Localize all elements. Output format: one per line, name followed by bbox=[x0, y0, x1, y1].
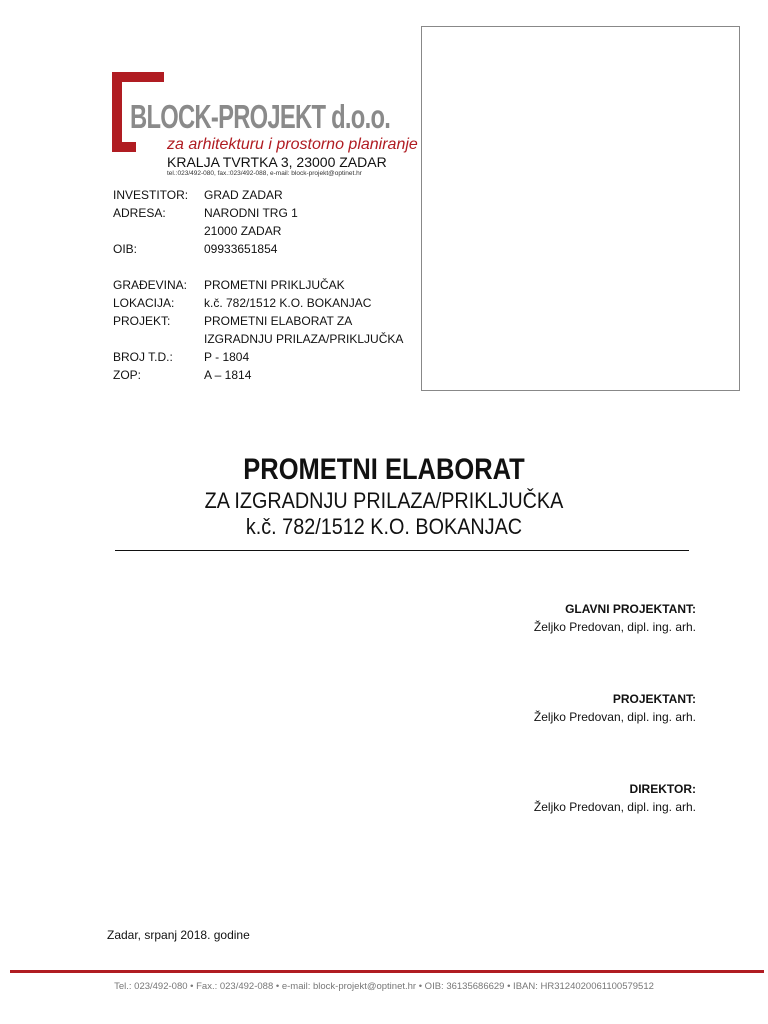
company-logo bbox=[112, 72, 418, 180]
signature-role: DIREKTOR: bbox=[629, 782, 696, 796]
logo-bracket-bottom bbox=[112, 142, 136, 152]
projekt-line1: PROMETNI ELABORAT ZA bbox=[204, 314, 353, 328]
signature-name: Željko Predovan, dipl. ing. arh. bbox=[533, 800, 696, 814]
logo-company-name: BLOCK-PROJEKT d.o.o. bbox=[130, 98, 391, 135]
zop-value: A – 1814 bbox=[204, 368, 252, 382]
logo-contact: tel.:023/492-080, fax.:023/492-088, e-mail: block-projekt@optinet.hr bbox=[167, 170, 362, 177]
broj-value: P - 1804 bbox=[204, 350, 250, 364]
title-main: PROMETNI ELABORAT bbox=[243, 453, 525, 486]
adresa-line1: NARODNI TRG 1 bbox=[204, 206, 298, 220]
investitor-value: GRAD ZADAR bbox=[204, 188, 283, 202]
signature-role: PROJEKTANT: bbox=[612, 692, 696, 706]
document-title bbox=[0, 452, 768, 540]
title-sub-1: ZA IZGRADNJU PRILAZA/PRIKLJUČKA bbox=[204, 488, 564, 513]
signature-name: Željko Predovan, dipl. ing. arh. bbox=[533, 620, 696, 634]
signature-direktor bbox=[534, 780, 696, 816]
footer-divider bbox=[10, 970, 764, 973]
signature-role: GLAVNI PROJEKTANT: bbox=[565, 602, 696, 616]
project-info bbox=[113, 186, 403, 384]
lokacija-label: LOKACIJA: bbox=[113, 296, 175, 310]
info-row-adresa bbox=[113, 204, 403, 222]
info-row-zop bbox=[113, 366, 403, 384]
image-placeholder-box bbox=[421, 26, 740, 391]
oib-value: 09933651854 bbox=[204, 242, 278, 256]
logo-tagline: za arhitekturu i prostorno planiranje bbox=[167, 136, 418, 153]
info-row-projekt bbox=[113, 312, 403, 330]
info-row-lokacija bbox=[113, 294, 403, 312]
lokacija-value: k.č. 782/1512 K.O. BOKANJAC bbox=[204, 296, 372, 310]
logo-bracket-left bbox=[112, 72, 122, 152]
oib-label: OIB: bbox=[113, 242, 138, 256]
footer-contact: Tel.: 023/492-080 • Fax.: 023/492-088 • e-mail: block-projekt@optinet.hr • OIB: 36135686629 • IBAN: HR3124020061100579512 bbox=[114, 981, 654, 992]
zop-label: ZOP: bbox=[113, 368, 142, 382]
signature-glavni-projektant bbox=[534, 600, 696, 636]
adresa-line2: 21000 ZADAR bbox=[204, 224, 282, 238]
signature-name: Željko Predovan, dipl. ing. arh. bbox=[533, 710, 696, 724]
info-row-adresa-2 bbox=[113, 222, 403, 240]
info-row-broj bbox=[113, 348, 403, 366]
logo-address: KRALJA TVRTKA 3, 23000 ZADAR bbox=[167, 154, 387, 170]
info-row-gradevina bbox=[113, 276, 403, 294]
gradevina-value: PROMETNI PRIKLJUČAK bbox=[204, 278, 345, 292]
investitor-label: INVESTITOR: bbox=[113, 188, 189, 202]
info-row-oib bbox=[113, 240, 403, 258]
title-underline bbox=[115, 550, 689, 551]
projekt-line2: IZGRADNJU PRILAZA/PRIKLJUČKA bbox=[204, 332, 404, 346]
broj-label: BROJ T.D.: bbox=[113, 350, 173, 364]
place-date: Zadar, srpanj 2018. godine bbox=[107, 928, 250, 942]
gradevina-label: GRAĐEVINA: bbox=[113, 278, 188, 292]
adresa-label: ADRESA: bbox=[113, 206, 166, 220]
title-sub-2: k.č. 782/1512 K.O. BOKANJAC bbox=[245, 514, 523, 539]
projekt-label: PROJEKT: bbox=[113, 314, 171, 328]
info-row-investitor bbox=[113, 186, 403, 204]
signature-projektant bbox=[534, 690, 696, 726]
info-row-projekt-2 bbox=[113, 330, 403, 348]
